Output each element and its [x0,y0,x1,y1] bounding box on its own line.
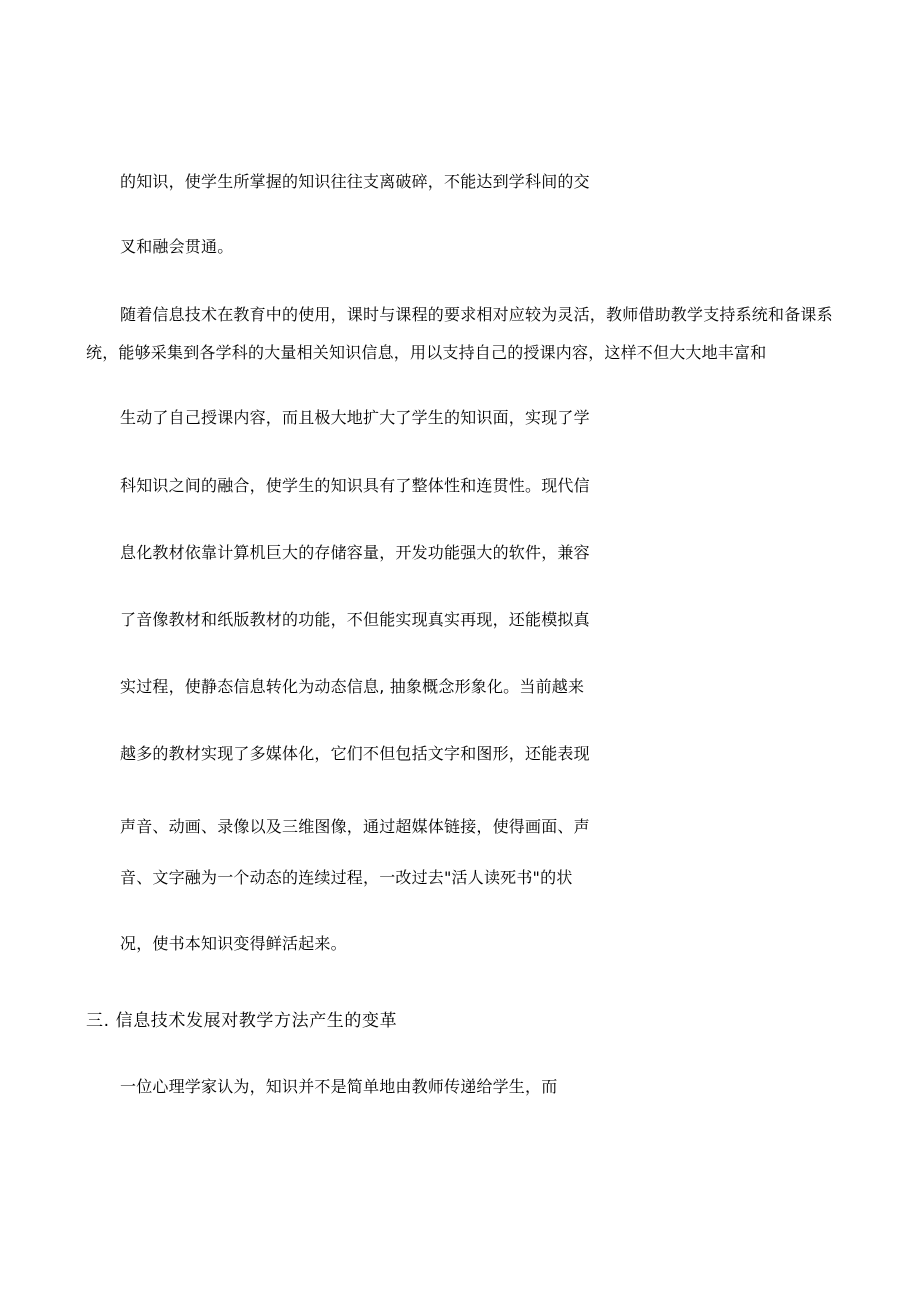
paragraph-line-5: 生动了自己授课内容，而且极大地扩大了学生的知识面，实现了学 [120,408,590,427]
section-heading: 三. 信息技术发展对教学方法产生的变革 [86,1011,398,1031]
paragraph-line-8: 了音像教材和纸版教材的功能，不但能实现真实再现，还能模拟真 [120,610,590,629]
paragraph-line-10: 越多的教材实现了多媒体化，它们不但包括文字和图形，还能表现 [120,744,590,763]
paragraph-line-11: 声音、动画、录像以及三维图像，通过超媒体链接，使得画面、声 [120,817,590,836]
paragraph-line-4: 统，能够采集到各学科的大量相关知识信息，用以支持自己的授课内容，这样不但大大地丰富和 [86,343,767,362]
paragraph-line-3: 随着信息技术在教育中的使用，课时与课程的要求相对应较为灵活，教师借助教学支持系统和备课系 [120,305,833,324]
paragraph-line-9: 实过程，使静态信息转化为动态信息, 抽象概念形象化。当前越来 [120,677,585,696]
paragraph-line-7: 息化教材依靠计算机巨大的存储容量，开发功能强大的软件，兼容 [120,543,590,562]
paragraph-line-12: 音、文字融为一个动态的连续过程，一改过去"活人读死书"的状 [120,868,573,887]
paragraph-line-2: 叉和融会贯通。 [120,237,234,256]
paragraph-line-14: 一位心理学家认为，知识并不是简单地由教师传递给学生，而 [120,1077,558,1096]
paragraph-line-13: 况，使书本知识变得鲜活起来。 [120,934,347,953]
paragraph-line-6: 科知识之间的融合，使学生的知识具有了整体性和连贯性。现代信 [120,476,590,495]
paragraph-line-1: 的知识，使学生所掌握的知识往往支离破碎，不能达到学科间的交 [120,172,590,191]
